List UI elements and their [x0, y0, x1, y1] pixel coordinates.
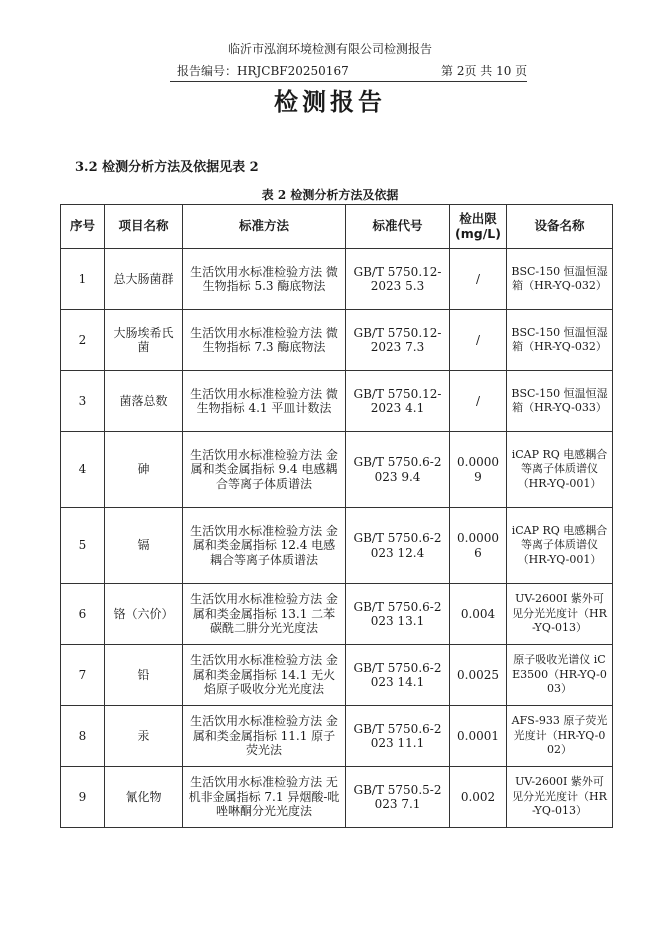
table-caption: 表 2 检测分析方法及依据	[261, 188, 399, 202]
company-name: 临沂市泓润环境检测有限公司检测报告	[227, 42, 432, 56]
page-title: 检测报告	[274, 88, 386, 116]
table-row	[61, 249, 613, 310]
item-name: 总大肠菌群	[105, 249, 183, 310]
equipment-name: AFS-933 原子荧光光度计（HR-YQ-002）	[507, 706, 613, 767]
standard-method: 生活饮用水标准检验方法 金属和类金属指标 13.1 二苯碳酰二肼分光光度法	[183, 584, 346, 645]
table-row	[61, 508, 613, 584]
equipment-name: BSC-150 恒温恒湿箱（HR-YQ-032）	[507, 249, 613, 310]
standard-code: GB/T 5750.12-2023 4.1	[346, 371, 450, 432]
detection-limit: 0.002	[450, 767, 507, 828]
detection-limit: 0.0025	[450, 645, 507, 706]
equipment-name: BSC-150 恒温恒湿箱（HR-YQ-032）	[507, 310, 613, 371]
row-number: 5	[61, 508, 105, 584]
item-name: 菌落总数	[105, 371, 183, 432]
equipment-name: UV-2600I 紫外可见分光光度计（HR-YQ-013）	[507, 767, 613, 828]
item-name: 汞	[105, 706, 183, 767]
detection-limit: 0.00006	[450, 508, 507, 584]
detection-limit: 0.0001	[450, 706, 507, 767]
row-number: 8	[61, 706, 105, 767]
equipment-name: 原子吸收光谱仪 iCE3500（HR-YQ-003）	[507, 645, 613, 706]
row-number: 1	[61, 249, 105, 310]
col-header-equipment: 设备名称	[507, 205, 613, 249]
standard-method: 生活饮用水标准检验方法 微生物指标 5.3 酶底物法	[183, 249, 346, 310]
page-info: 第 2页 共 10 页	[441, 64, 528, 78]
report-number: 报告编号：HRJCBF20250167	[177, 64, 349, 78]
table-row	[61, 706, 613, 767]
col-header-limit: 检出限 (mg/L)	[450, 205, 507, 249]
equipment-name: iCAP RQ 电感耦合等离子体质谱仪（HR-YQ-001）	[507, 508, 613, 584]
standard-code: GB/T 5750.5-2023 7.1	[346, 767, 450, 828]
item-name: 大肠埃希氏菌	[105, 310, 183, 371]
item-name: 铬（六价）	[105, 584, 183, 645]
table-row	[61, 584, 613, 645]
table-body	[61, 249, 613, 828]
standard-code: GB/T 5750.6-2023 13.1	[346, 584, 450, 645]
standard-method: 生活饮用水标准检验方法 微生物指标 7.3 酶底物法	[183, 310, 346, 371]
table-header-row	[61, 205, 613, 249]
equipment-name: BSC-150 恒温恒湿箱（HR-YQ-033）	[507, 371, 613, 432]
item-name: 镉	[105, 508, 183, 584]
item-name: 铅	[105, 645, 183, 706]
standard-method: 生活饮用水标准检验方法 金属和类金属指标 11.1 原子荧光法	[183, 706, 346, 767]
standard-method: 生活饮用水标准检验方法 无机非金属指标 7.1 异烟酸-吡唑啉酮分光光度法	[183, 767, 346, 828]
table-row	[61, 432, 613, 508]
section-heading: 3.2 检测分析方法及依据见表 2	[75, 160, 259, 175]
col-header-no: 序号	[61, 205, 105, 249]
item-name: 氰化物	[105, 767, 183, 828]
row-number: 9	[61, 767, 105, 828]
methods-table	[60, 204, 613, 828]
standard-code: GB/T 5750.12-2023 5.3	[346, 249, 450, 310]
standard-method: 生活饮用水标准检验方法 微生物指标 4.1 平皿计数法	[183, 371, 346, 432]
detection-limit: 0.004	[450, 584, 507, 645]
standard-method: 生活饮用水标准检验方法 金属和类金属指标 9.4 电感耦合等离子体质谱法	[183, 432, 346, 508]
table-row	[61, 310, 613, 371]
standard-method: 生活饮用水标准检验方法 金属和类金属指标 12.4 电感耦合等离子体质谱法	[183, 508, 346, 584]
detection-limit: 0.00009	[450, 432, 507, 508]
row-number: 6	[61, 584, 105, 645]
detection-limit: /	[450, 249, 507, 310]
standard-code: GB/T 5750.6-2023 9.4	[346, 432, 450, 508]
standard-code: GB/T 5750.6-2023 14.1	[346, 645, 450, 706]
row-number: 2	[61, 310, 105, 371]
table-row	[61, 371, 613, 432]
detection-limit: /	[450, 310, 507, 371]
col-header-code: 标准代号	[346, 205, 450, 249]
col-header-method: 标准方法	[183, 205, 346, 249]
equipment-name: UV-2600I 紫外可见分光光度计（HR-YQ-013）	[507, 584, 613, 645]
item-name: 砷	[105, 432, 183, 508]
table-row	[61, 767, 613, 828]
row-number: 3	[61, 371, 105, 432]
standard-code: GB/T 5750.6-2023 12.4	[346, 508, 450, 584]
equipment-name: iCAP RQ 电感耦合等离子体质谱仪（HR-YQ-001）	[507, 432, 613, 508]
standard-method: 生活饮用水标准检验方法 金属和类金属指标 14.1 无火焰原子吸收分光光度法	[183, 645, 346, 706]
table-row	[61, 645, 613, 706]
standard-code: GB/T 5750.12-2023 7.3	[346, 310, 450, 371]
row-number: 4	[61, 432, 105, 508]
row-number: 7	[61, 645, 105, 706]
detection-limit: /	[450, 371, 507, 432]
standard-code: GB/T 5750.6-2023 11.1	[346, 706, 450, 767]
col-header-item: 项目名称	[105, 205, 183, 249]
